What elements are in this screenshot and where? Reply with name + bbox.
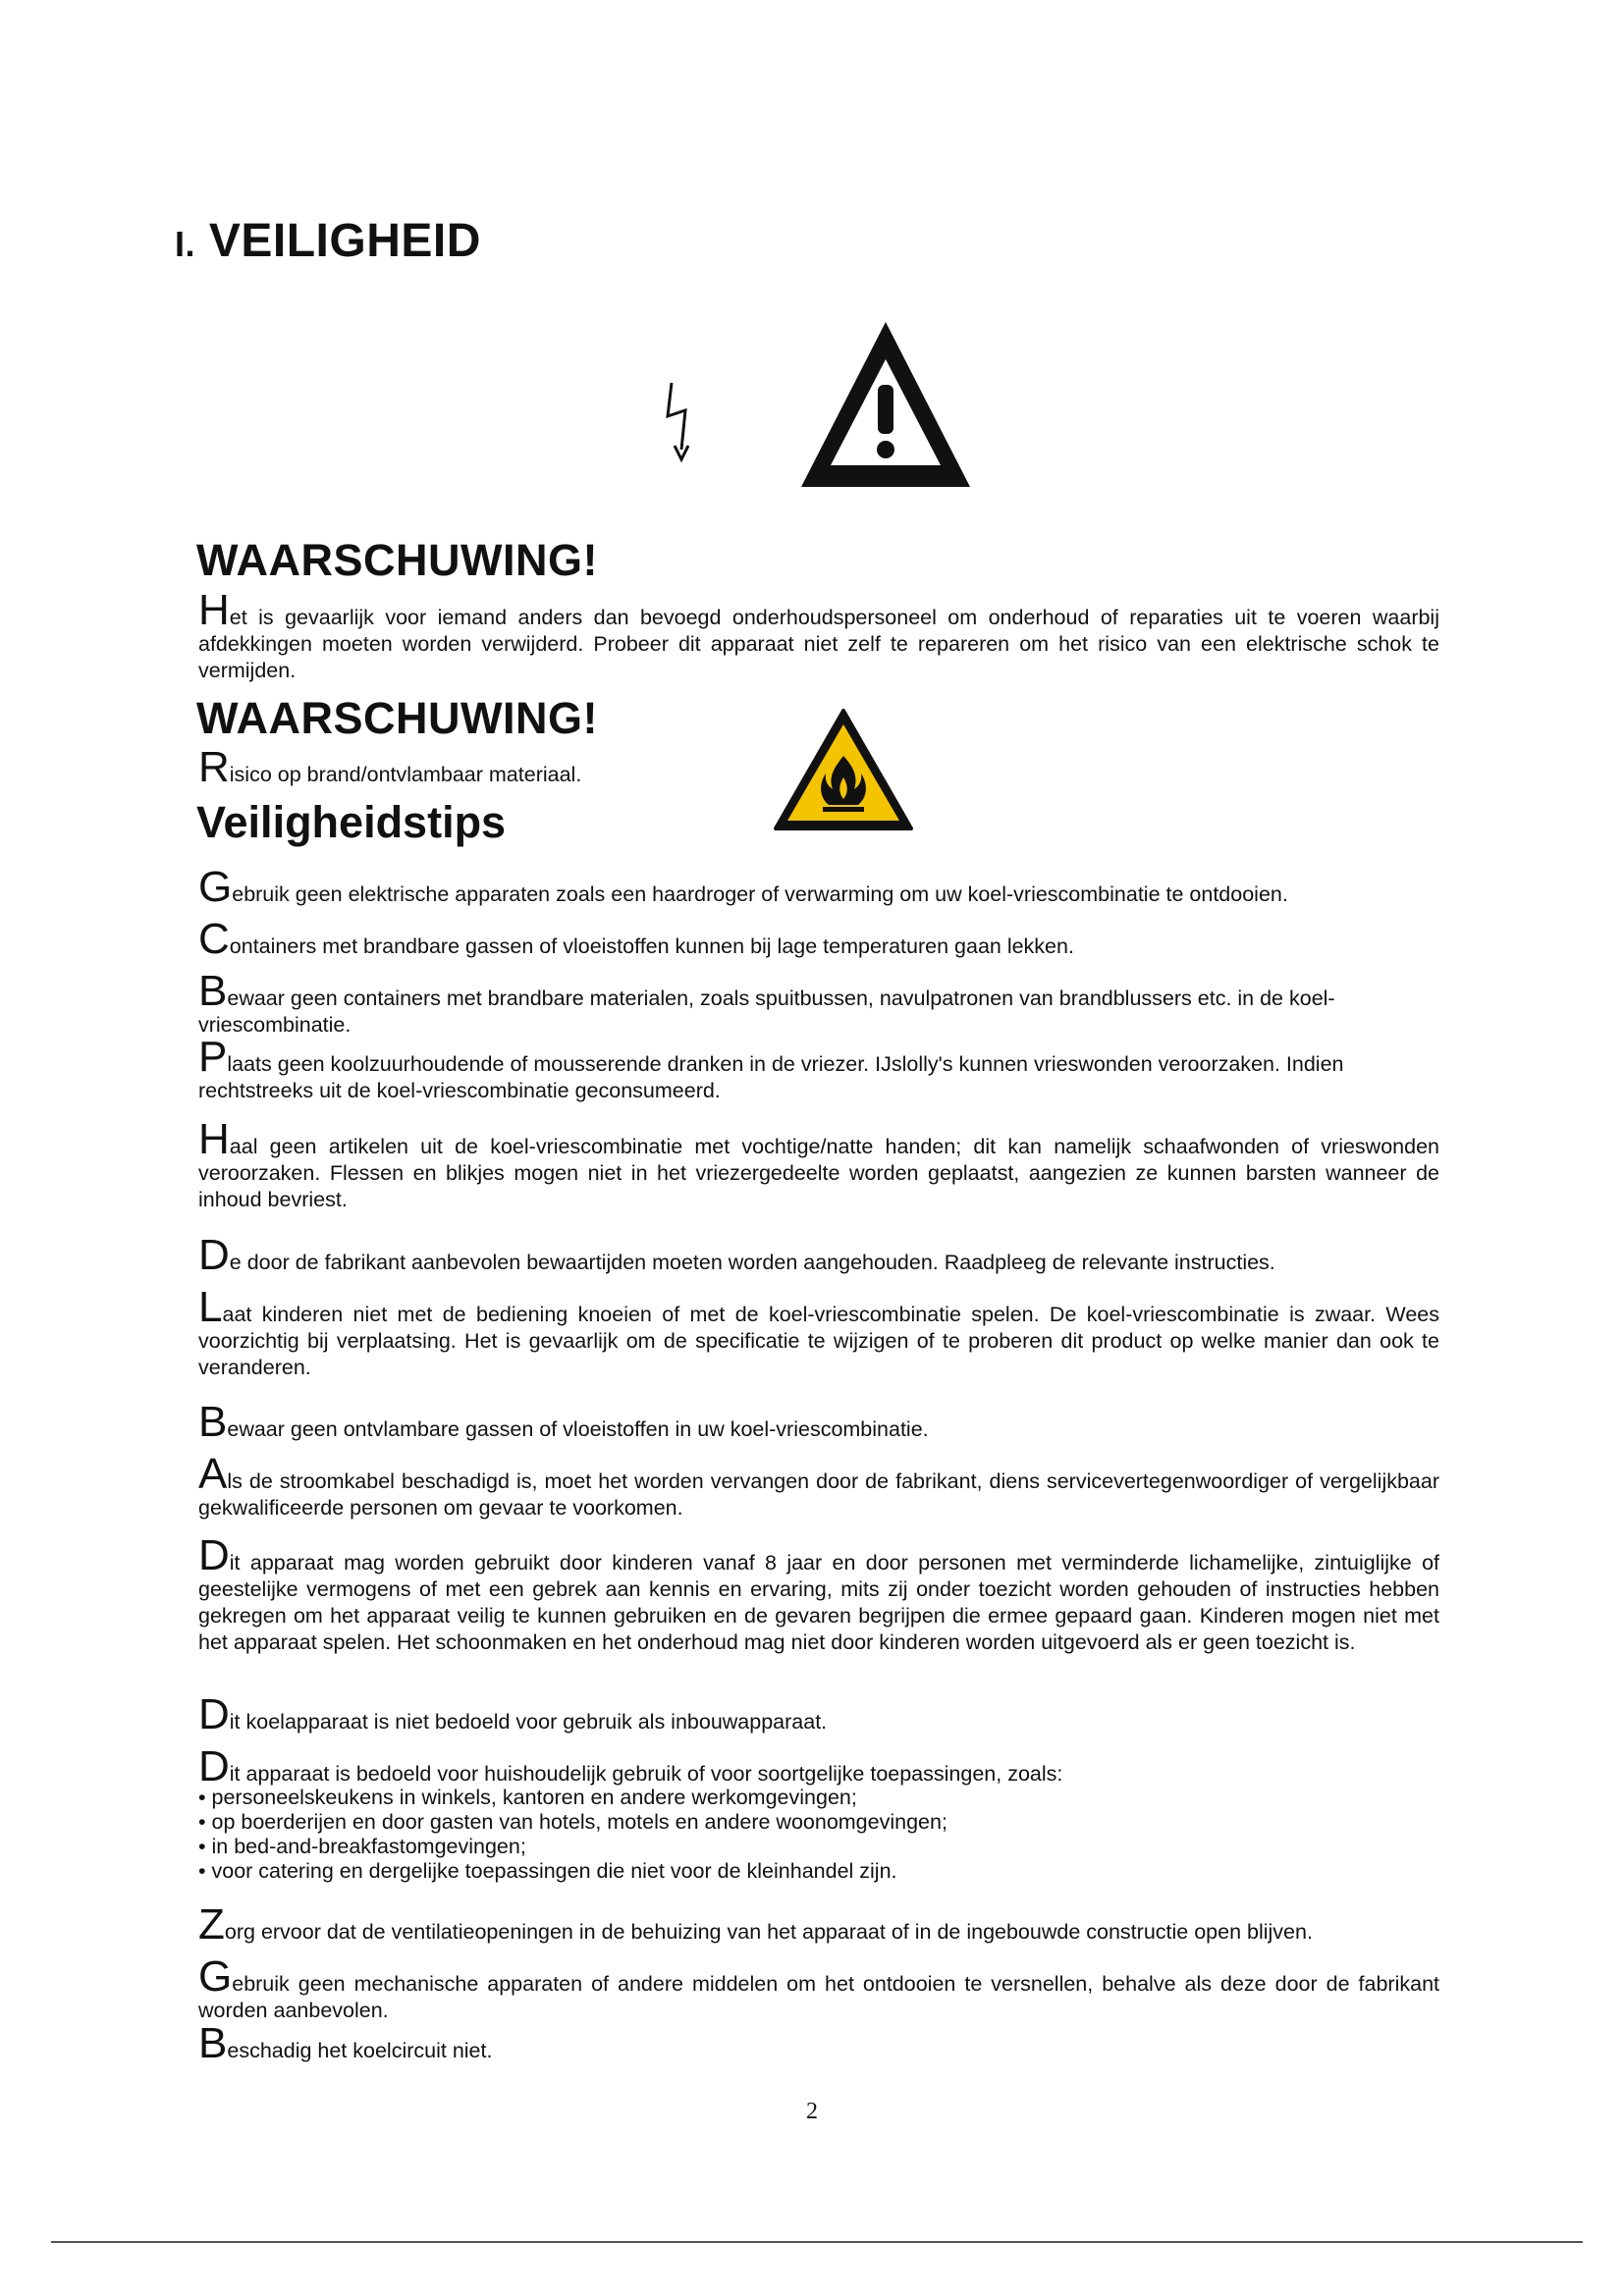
tip-text: ontainers met brandbare gassen of vloeistoffen kunnen bij lage temperaturen gaan lekken. xyxy=(229,934,1074,958)
tip-item xyxy=(198,1283,1439,1381)
drop-cap: D xyxy=(198,1531,230,1579)
tip-text: ebruik geen mechanische apparaten of andere middelen om het ontdooien te versnellen, behalve als deze door de fabrikant worden aanbevolen. xyxy=(198,1972,1439,2022)
tip-text: aat kinderen niet met de bediening knoeien of met de koel-vriescombinatie spelen. De koel-vriescombinatie is zwaar. Wees voorzichtig bij verplaatsing. Het is gevaarlijk om de specificatie te wijzigen of te proberen dit product op welke manier dan ook te veranderen. xyxy=(198,1303,1439,1379)
tip-item xyxy=(198,967,1439,1039)
tip-item xyxy=(198,1115,1439,1213)
bullet-list xyxy=(198,1786,1439,1884)
warning-heading-2: WAARSCHUWING! xyxy=(196,693,598,743)
drop-cap: R xyxy=(198,743,230,791)
tip-item xyxy=(198,2019,1439,2067)
tip-item xyxy=(198,1742,1439,1790)
drop-cap: B xyxy=(198,2019,228,2067)
tip-item xyxy=(198,1231,1439,1279)
section-title xyxy=(175,214,481,268)
tip-text: ebruik geen elektrische apparaten zoals een haardroger of verwarming om uw koel-vriescombinatie te ontdooien. xyxy=(232,882,1288,906)
drop-cap: B xyxy=(198,1398,228,1446)
tip-text: ewaar geen ontvlambare gassen of vloeistoffen in uw koel-vriescombinatie. xyxy=(227,1417,929,1441)
drop-cap: P xyxy=(198,1033,228,1081)
section-title-text: VEILIGHEID xyxy=(208,215,481,267)
bullet-item: • voor catering en dergelijke toepassingen die niet voor de kleinhandel zijn. xyxy=(198,1859,897,1883)
warning-text-1 xyxy=(198,586,1439,684)
drop-cap: B xyxy=(198,967,228,1015)
flammable-warning-icon xyxy=(772,707,915,832)
tip-text: eschadig het koelcircuit niet. xyxy=(227,2039,493,2062)
tip-item xyxy=(198,1900,1439,1949)
tip-text: it koelapparaat is niet bedoeld voor gebruik als inbouwapparaat. xyxy=(229,1710,828,1734)
drop-cap: H xyxy=(198,586,230,634)
warning-body-2: isico op brand/ontvlambaar materiaal. xyxy=(229,763,582,786)
drop-cap: L xyxy=(198,1283,223,1331)
section-number: I. xyxy=(175,224,196,264)
warning-body-1: et is gevaarlijk voor iemand anders dan bevoegd onderhoudspersoneel om onderhoud of reparaties uit te voeren waarbij afdekkingen moeten worden verwijderd. Probeer dit apparaat niet zelf te repareren om het risico van een elektrische schok te vermijden. xyxy=(198,606,1439,682)
bullet-item: • op boerderijen en door gasten van hotels, motels en andere woonomgevingen; xyxy=(198,1810,947,1834)
electric-shock-icon xyxy=(660,381,699,465)
tip-text: org ervoor dat de ventilatieopeningen in de behuizing van het apparaat of in de ingebouwde constructie open blijven. xyxy=(224,1920,1313,1944)
drop-cap: D xyxy=(198,1231,230,1279)
tip-item xyxy=(198,915,1439,963)
tip-text: ls de stroomkabel beschadigd is, moet het worden vervangen door de fabrikant, diens servicevertegenwoordiger of vergelijkbaar gekwalificeerde personen om gevaar te voorkomen. xyxy=(198,1469,1439,1520)
tip-text: ewaar geen containers met brandbare materialen, zoals spuitbussen, navulpatronen van brandblussers etc. in de koel-vriescombinatie. xyxy=(198,987,1335,1037)
page-number: 2 xyxy=(806,2099,818,2124)
warning-triangle-icon xyxy=(797,318,974,491)
tip-text: aal geen artikelen uit de koel-vriescombinatie met vochtige/natte handen; dit kan namelijk schaafwonden of vrieswonden veroorzaken. Flessen en blikjes mogen niet in het vriezergedeelte worden geplaatst, aangezien ze kunnen barsten wanneer de inhoud bevriest. xyxy=(198,1135,1439,1211)
drop-cap: A xyxy=(198,1450,228,1498)
bullet-item: • in bed-and-breakfastomgevingen; xyxy=(198,1835,526,1858)
tip-item xyxy=(198,1952,1439,2024)
drop-cap: C xyxy=(198,915,230,963)
tip-text: laats geen koolzuurhoudende of mousserende dranken in de vriezer. IJslolly's kunnen vrieswonden veroorzaken. Indien rechtstreeks uit de koel-vriescombinatie geconsumeerd. xyxy=(198,1052,1344,1102)
drop-cap: G xyxy=(198,1952,233,2001)
drop-cap: D xyxy=(198,1690,230,1738)
drop-cap: D xyxy=(198,1742,230,1790)
warning-heading-1: WAARSCHUWING! xyxy=(196,535,598,585)
tip-text: it apparaat mag worden gebruikt door kinderen vanaf 8 jaar en door personen met verminderde lichamelijke, zintuiglijke of geestelijke vermogens of met een gebrek aan kennis en ervaring, mits zij onder toezicht worden gehouden of instructies hebben gekregen om het apparaat veilig te kunnen gebruiken en de gevaren begrijpen die ermee gepaard gaan. Kinderen mogen niet met het apparaat spelen. Het schoonmaken en het onderhoud mag niet door kinderen worden uitgevoerd als er geen toezicht is. xyxy=(198,1551,1439,1654)
tip-item xyxy=(198,1450,1439,1522)
tips-heading: Veiligheidstips xyxy=(196,797,507,847)
tip-text: e door de fabrikant aanbevolen bewaartijden moeten worden aangehouden. Raadpleeg de relevante instructies. xyxy=(229,1251,1275,1274)
footer-divider xyxy=(51,2241,1583,2243)
drop-cap: G xyxy=(198,863,233,911)
drop-cap: Z xyxy=(198,1900,225,1949)
tip-text: it apparaat is bedoeld voor huishoudelijk gebruik of voor soortgelijke toepassingen, zoals: xyxy=(229,1762,1063,1786)
tip-item xyxy=(198,1531,1439,1656)
tip-item xyxy=(198,1033,1439,1104)
tip-item xyxy=(198,863,1439,911)
drop-cap: H xyxy=(198,1115,230,1163)
tip-item xyxy=(198,1690,1439,1738)
bullet-item: • personeelskeukens in winkels, kantoren en andere werkomgevingen; xyxy=(198,1786,857,1809)
tip-item xyxy=(198,1398,1439,1446)
